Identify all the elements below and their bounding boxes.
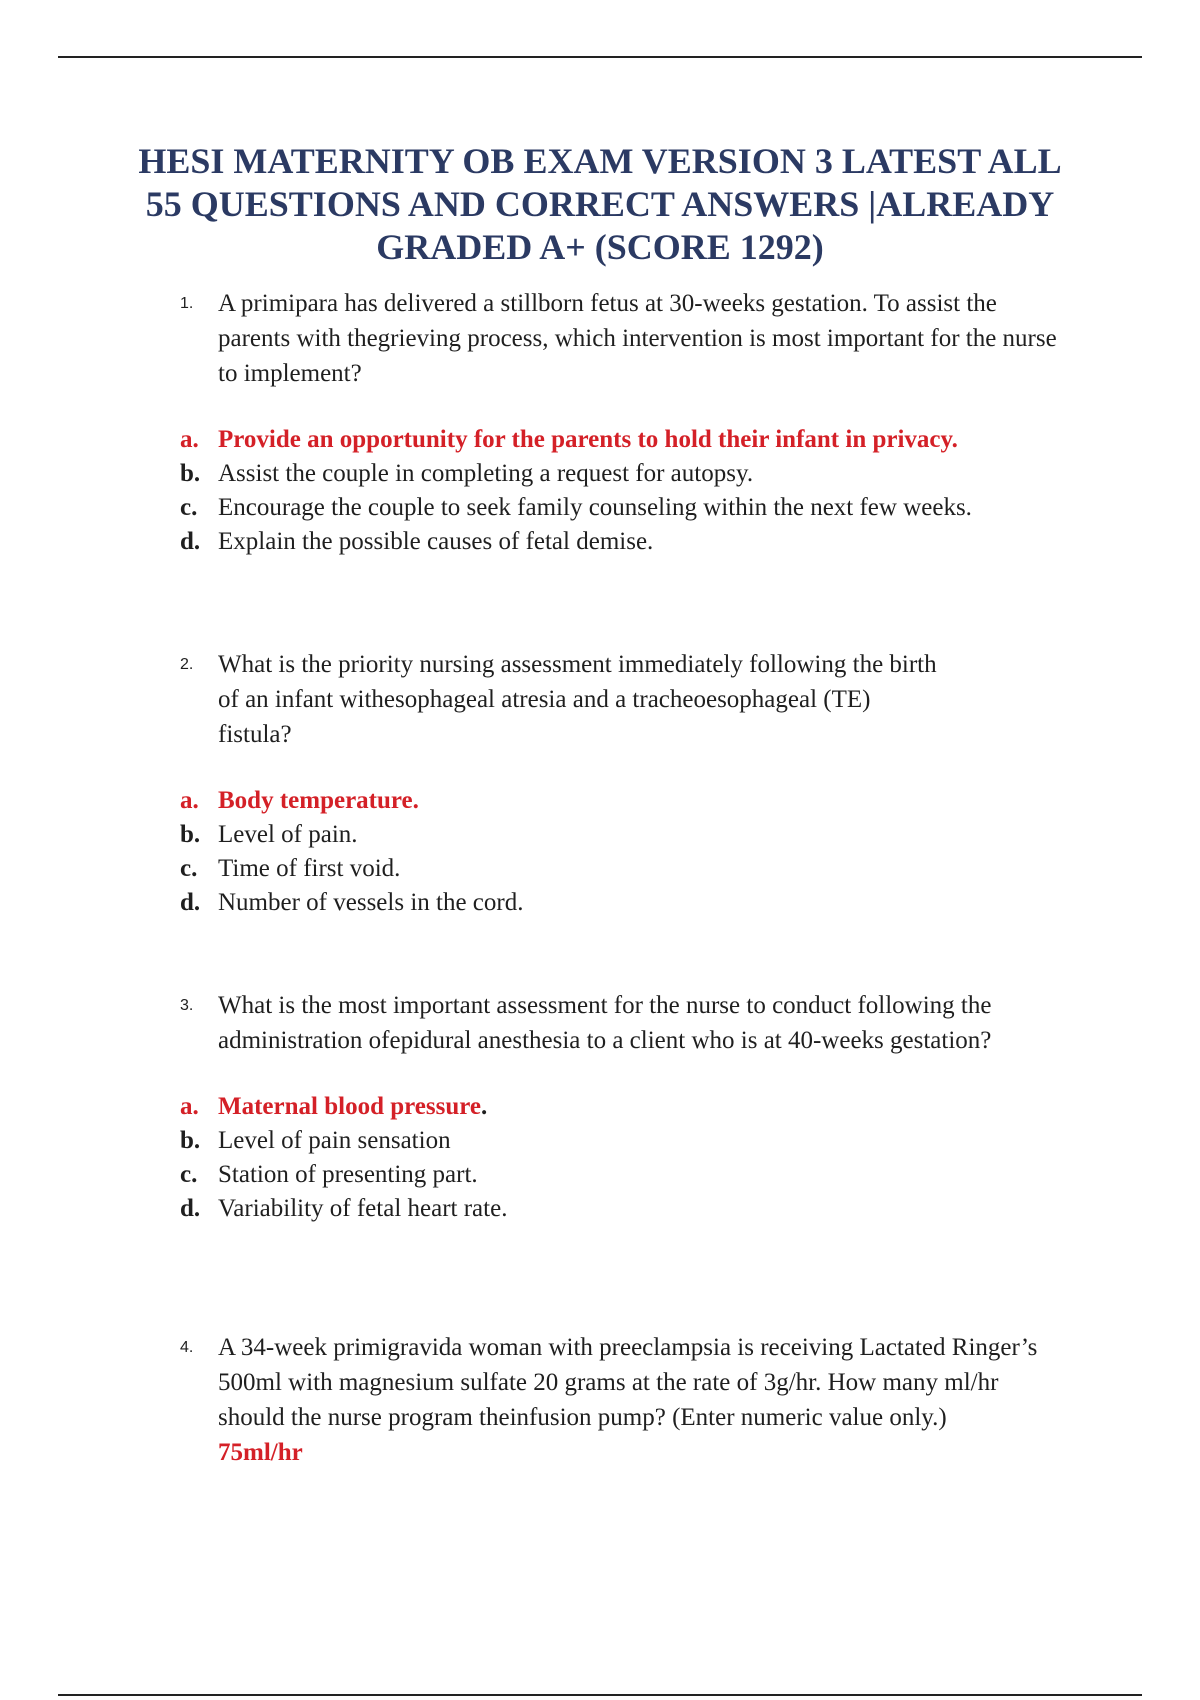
question-2 (0, 647, 1200, 920)
options-list (0, 1090, 1200, 1226)
option-text: Explain the possible causes of fetal demise. (218, 528, 654, 555)
question-3 (0, 988, 1200, 1226)
question-number: 3. (180, 997, 194, 1014)
option-letter: a. (180, 787, 199, 814)
option-a-correct (0, 784, 1200, 818)
option-text: Assist the couple in completing a request for autopsy. (218, 460, 754, 487)
option-b (0, 457, 1200, 491)
option-c (0, 491, 1200, 525)
question-number: 2. (180, 656, 194, 673)
option-letter: c. (180, 1161, 198, 1188)
option-text: Time of first void. (218, 855, 401, 882)
question-text: A 34-week primigravida woman with preeclampsia is receiving Lactated Ringer’s 500ml with magnesium sulfate 20 grams at the rate of 3g/hr. How many ml/hr should the nurse program theinfusion pump? (Enter numeric value only.) (218, 1334, 1038, 1431)
option-letter: b. (180, 1127, 201, 1154)
option-a-correct (0, 423, 1200, 457)
option-trailing-period: . (480, 1093, 488, 1120)
option-b (0, 818, 1200, 852)
page-bottom-rule (58, 1694, 1142, 1696)
option-text: Station of presenting part. (218, 1161, 478, 1188)
option-letter: b. (180, 821, 201, 848)
question-number: 1. (180, 295, 194, 312)
option-c (0, 852, 1200, 886)
option-letter: a. (180, 1093, 199, 1120)
option-text: Maternal blood pressure (218, 1093, 481, 1120)
question-stem (0, 1330, 1200, 1435)
option-d (0, 886, 1200, 920)
option-text: Body temperature. (218, 787, 419, 814)
question-text: A primipara has delivered a stillborn fetus at 30-weeks gestation. To assist the parents with thegrieving process, which intervention is most important for the nurse to implement? (218, 290, 1057, 387)
option-letter: a. (180, 426, 199, 453)
option-letter: c. (180, 855, 198, 882)
question-4 (0, 1330, 1200, 1470)
page-top-rule (58, 56, 1142, 58)
option-text: Number of vessels in the cord. (218, 889, 524, 916)
question-stem (0, 988, 1200, 1058)
numeric-answer: 75ml/hr (218, 1439, 303, 1466)
option-text: Level of pain sensation (218, 1127, 451, 1154)
option-letter: c. (180, 494, 198, 521)
question-number: 4. (180, 1339, 194, 1356)
option-letter: d. (180, 528, 201, 555)
options-list (0, 423, 1200, 559)
option-letter: b. (180, 460, 201, 487)
option-d (0, 525, 1200, 559)
document-title: HESI MATERNITY OB EXAM VERSION 3 LATEST ALL 55 QUESTIONS AND CORRECT ANSWERS |ALREADY GRADED A+ (SCORE 1292) (138, 141, 1062, 267)
question-text: What is the priority nursing assessment immediately following the birth of an infant withesophageal atresia and a tracheoesophageal (TE) fistula? (218, 651, 937, 748)
option-b (0, 1124, 1200, 1158)
question-stem (0, 286, 1200, 391)
option-letter: d. (180, 1195, 201, 1222)
question-1 (0, 286, 1200, 559)
option-a-correct (0, 1090, 1200, 1124)
option-text: Level of pain. (218, 821, 358, 848)
option-c (0, 1158, 1200, 1192)
option-text: Provide an opportunity for the parents to hold their infant in privacy. (218, 426, 958, 453)
option-d (0, 1192, 1200, 1226)
option-text: Encourage the couple to seek family counseling within the next few weeks. (218, 494, 972, 521)
option-text: Variability of fetal heart rate. (218, 1195, 508, 1222)
option-letter: d. (180, 889, 201, 916)
question-stem (0, 647, 1200, 752)
options-list (0, 784, 1200, 920)
question-text: What is the most important assessment for the nurse to conduct following the administration ofepidural anesthesia to a client who is at 40-weeks gestation? (218, 992, 992, 1054)
